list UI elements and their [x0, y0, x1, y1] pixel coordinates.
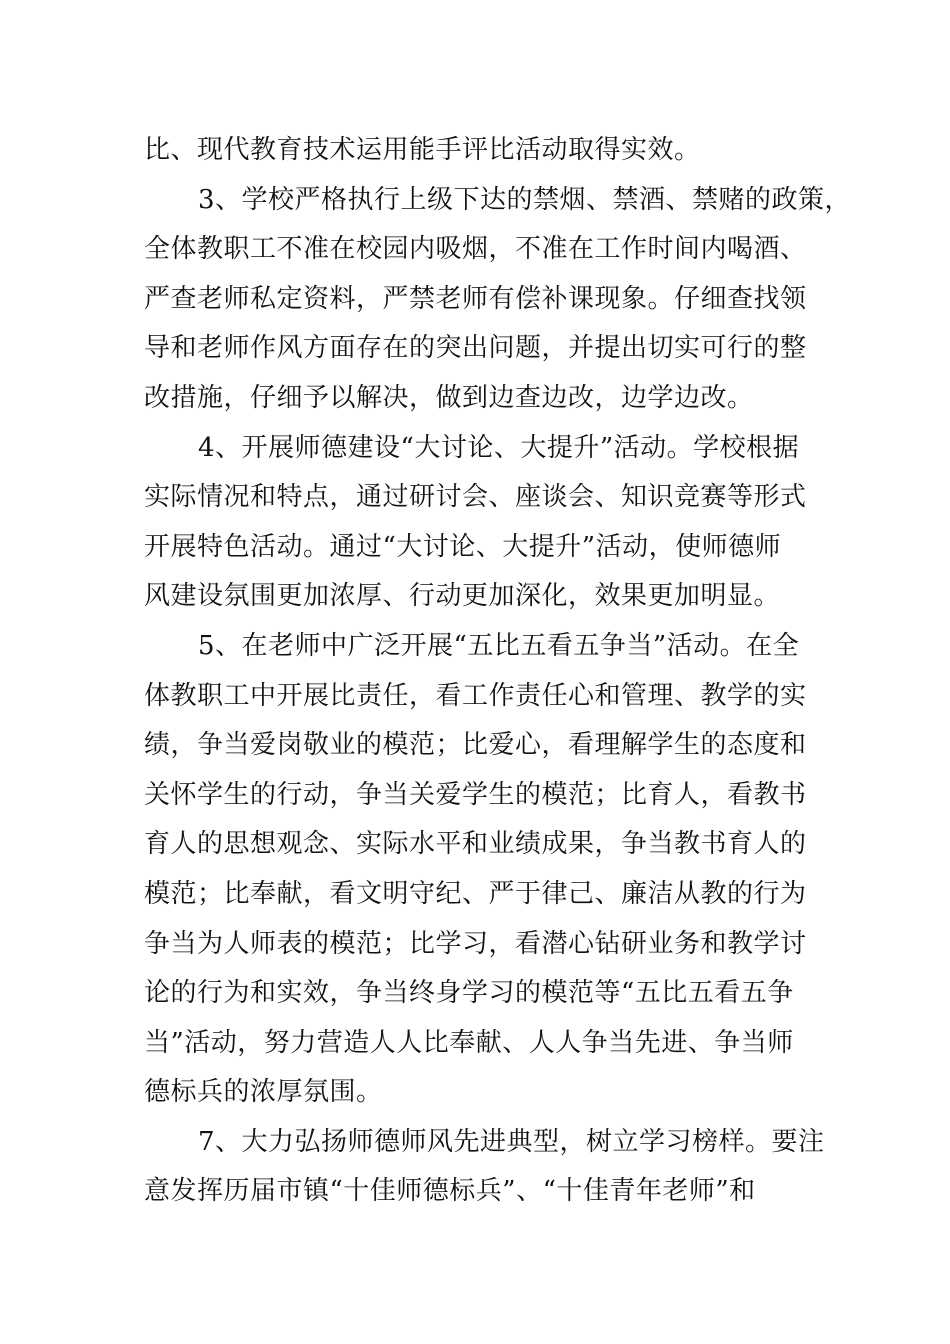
text-line: 意发挥历届市镇“十佳师德标兵”、“十佳青年老师”和	[144, 1176, 756, 1207]
text-line: 全体教职工不准在校园内吸烟，不准在工作时间内喝酒、	[144, 234, 807, 265]
text-line: 体教职工中开展比责任，看工作责任心和管理、教学的实	[144, 680, 807, 711]
text-line: 导和老师作风方面存在的突出问题，并提出切实可行的整	[144, 333, 807, 364]
text-line: 当”活动，努力营造人人比奉献、人人争当先进、争当师	[144, 1027, 794, 1058]
text-line: 论的行为和实效，争当终身学习的模范等“五比五看五争	[144, 978, 794, 1009]
text-line: 风建设氛围更加浓厚、行动更加深化，效果更加明显。	[144, 581, 781, 612]
text-line: 德标兵的浓厚氛围。	[144, 1077, 383, 1108]
text-line: 争当为人师表的模范；比学习，看潜心钻研业务和教学讨	[144, 928, 807, 959]
body-text	[144, 126, 852, 1217]
text-line: 开展特色活动。通过“大讨论、大提升”活动，使师德师	[144, 531, 782, 562]
text-line: 改措施，仔细予以解决，做到边查边改，边学边改。	[144, 382, 754, 413]
text-line: 绩，争当爱岗敬业的模范；比爱心，看理解学生的态度和	[144, 730, 807, 761]
text-line: 实际情况和特点，通过研讨会、座谈会、知识竞赛等形式	[144, 482, 807, 513]
text-line: 育人的思想观念、实际水平和业绩成果，争当教书育人的	[144, 829, 807, 860]
text-line: 5、在老师中广泛开展“五比五看五争当”活动。在全	[198, 630, 800, 661]
text-line: 3、学校严格执行上级下达的禁烟、禁酒、禁赌的政策，	[198, 184, 852, 215]
text-line: 比、现代教育技术运用能手评比活动取得实效。	[144, 135, 701, 165]
text-line: 严查老师私定资料，严禁老师有偿补课现象。仔细查找领	[144, 283, 807, 314]
text-line: 7、大力弘扬师德师风先进典型，树立学习榜样。要注	[198, 1126, 825, 1157]
text-line: 4、开展师德建设“大讨论、大提升”活动。学校根据	[198, 432, 800, 463]
text-line: 关怀学生的行动，争当关爱学生的模范；比育人，看教书	[144, 779, 807, 810]
text-line: 模范；比奉献，看文明守纪、严于律己、廉洁从教的行为	[144, 878, 807, 909]
